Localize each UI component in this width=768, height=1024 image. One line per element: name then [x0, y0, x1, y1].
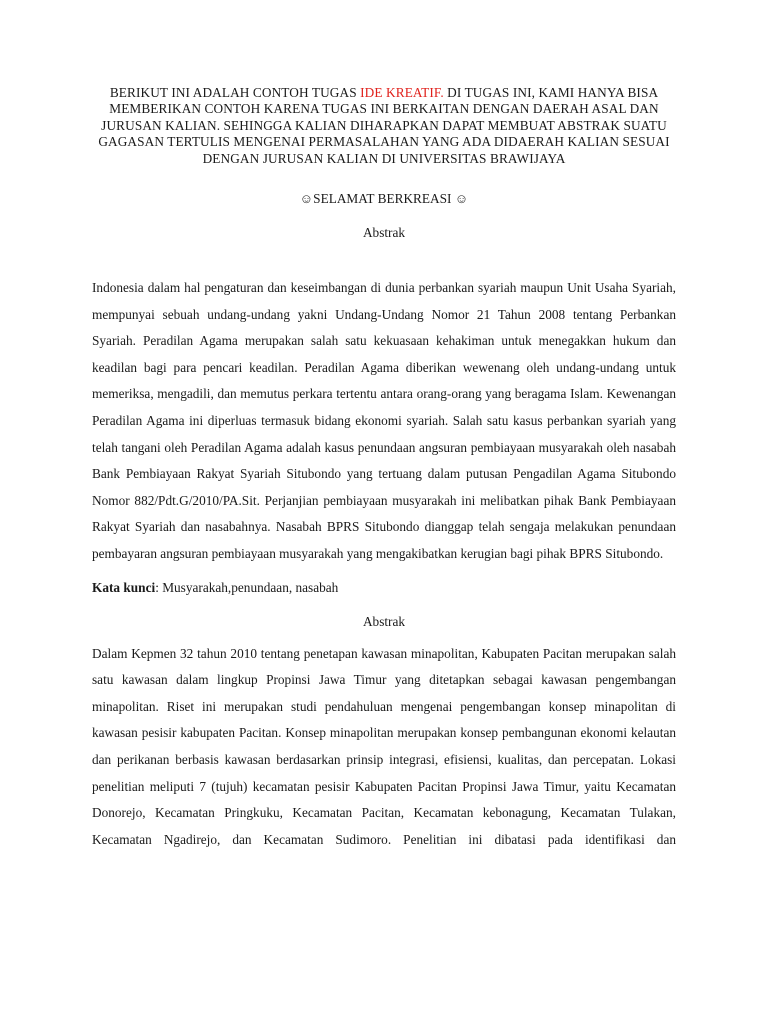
abstract-1-title: Abstrak	[362, 225, 406, 241]
greeting-line: ☺SELAMAT BERKREASI ☺	[299, 191, 469, 207]
keywords-values: : Musyarakah,penundaan, nasabah	[155, 579, 339, 595]
abstract-2-body: Dalam Kepmen 32 tahun 2010 tentang penetapan kawasan minapolitan, Kabupaten Pacitan merupakan salah satu kawasan dalam lingkup Propinsi Jawa Timur yang ditetapkan sebagai kawasan pengembangan minapolitan. Riset ini merupakan studi pendahuluan mengenai pengembangan konsep minapolitan di kawasan pesisir kabupaten Pacitan. Konsep minapolitan merupakan konsep pembangunan ekonomi kelautan dan perikanan berbasis kawasan berdasarkan prinsip integrasi, efisiensi, kualitas, dan percepatan. Lokasi penelitian meliputi 7 (tujuh) kecamatan pesisir Kabupaten Pacitan Propinsi Jawa Timur, yaitu Kecamatan Donorejo, Kecamatan Pringkuku, Kecamatan Pacitan, Kecamatan kebonagung, Kecamatan Tulakan, Kecamatan Ngadirejo, dan Kecamatan Sudimoro. Penelitian ini dibatasi pada identifikasi dan	[92, 645, 676, 847]
intro-notice	[92, 85, 676, 167]
keywords-label: Kata kunci	[92, 579, 156, 595]
intro-highlight: IDE KREATIF.	[360, 85, 444, 100]
intro-text-start: BERIKUT INI ADALAH CONTOH TUGAS	[109, 85, 361, 100]
document-page	[92, 0, 676, 853]
intro-text-rest: DI TUGAS INI, KAMI HANYA BISA MEMBERIKAN CONTOH KARENA TUGAS INI BERKAITAN DENGAN DAERAH ASAL DAN JURUSAN KALIAN. SEHINGGA KALIAN DIHARAPKAN DAPAT MEMBUAT ABSTRAK SUATU GAGASAN TERTULIS MENGENAI PERMASALAHAN YANG ADA DIDAERAH KALIAN SESUAI DENGAN JURUSAN KALIAN DI UNIVERSITAS BRAWIJAYA	[98, 85, 670, 166]
keywords-line	[92, 580, 676, 596]
abstract-1-body: Indonesia dalam hal pengaturan dan keseimbangan di dunia perbankan syariah maupun Unit Usaha Syariah, mempunyai sebuah undang-undang yakni Undang-Undang Nomor 21 Tahun 2008 tentang Perbankan Syariah. Peradilan Agama merupakan salah satu kekuasaan kehakiman untuk menegakkan hukum dan keadilan bagi para pencari keadilan. Peradilan Agama diberikan wewenang oleh undang-undang untuk memeriksa, mengadili, dan memutus perkara tertentu antara orang-orang yang beragama Islam. Kewenangan Peradilan Agama ini diperluas termasuk bidang ekonomi syariah. Salah satu kasus perbankan syariah yang telah tangani oleh Peradilan Agama adalah kasus penundaan angsuran pembiayaan musyarakah oleh nasabah Bank Pembiayaan Rakyat Syariah Situbondo yang tertuang dalam putusan Pengadilan Agama Situbondo Nomor 882/Pdt.G/2010/PA.Sit. Perjanjian pembiayaan musyarakah ini melibatkan pihak Bank Pembiayaan Rakyat Syariah dan nasabahnya. Nasabah BPRS Situbondo dianggap telah sengaja melakukan penundaan pembayaran angsuran pembiayaan musyarakah yang mengakibatkan kerugian bagi pihak BPRS Situbondo.	[92, 280, 676, 561]
abstract-2-title: Abstrak	[362, 613, 406, 629]
